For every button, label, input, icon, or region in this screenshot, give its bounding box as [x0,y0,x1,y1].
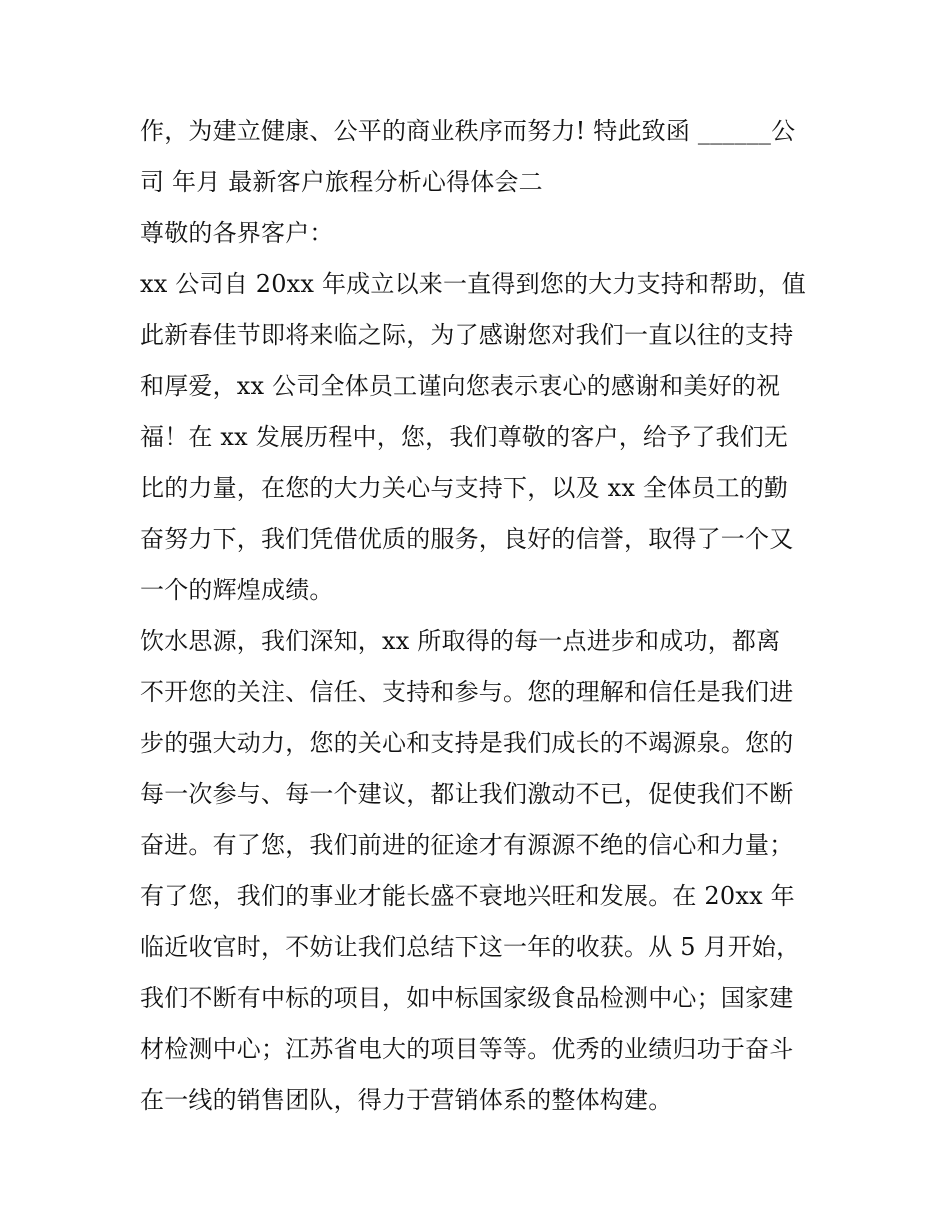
text-line: 比的力量，在您的大力关心与支持下，以及 xx 全体员工的勤 [140,474,789,502]
text-line: 步的强大动力，您的关心和支持是我们成长的不竭源泉。您的 [140,729,794,757]
text-line: 一个的辉煌成绩。 [140,576,334,604]
text-line: 临近收官时，不妨让我们总结下这一年的收获。从 5 月开始， [140,933,801,961]
text-line: 司 年月 最新客户旅程分析心得体会二 [140,168,543,196]
text-line: 此新春佳节即将来临之际，为了感谢您对我们一直以往的支持 [140,321,794,349]
text-line: 我们不断有中标的项目，如中标国家级食品检测中心；国家建 [140,984,794,1012]
document-body [140,106,820,1126]
text-line: 作，为建立健康、公平的商业秩序而努力! 特此致函 ______公 [140,117,796,145]
text-line: 在一线的销售团队，得力于营销体系的整体构建。 [140,1086,673,1114]
text-line: 奋努力下，我们凭借优质的服务，良好的信誉，取得了一个又 [140,525,794,553]
text-line: 不开您的关注、信任、支持和参与。您的理解和信任是我们进 [140,678,794,706]
text-line: 福！在 xx 发展历程中，您，我们尊敬的客户，给予了我们无 [140,423,789,451]
text-line: xx 公司自 20xx 年成立以来一直得到您的大力支持和帮助，值 [140,270,806,298]
text-line: 每一次参与、每一个建议，都让我们激动不已，促使我们不断 [140,780,794,808]
text-line: 和厚爱，xx 公司全体员工谨向您表示衷心的感谢和美好的祝 [140,372,781,400]
text-line: 有了您，我们的事业才能长盛不衰地兴旺和发展。在 20xx 年 [140,882,795,910]
text-line: 饮水思源，我们深知，xx 所取得的每一点进步和成功，都离 [140,627,781,655]
text-line: 材检测中心；江苏省电大的项目等等。优秀的业绩归功于奋斗 [140,1035,794,1063]
salutation: 尊敬的各界客户： [140,219,334,247]
text-line: 奋进。有了您，我们前进的征途才有源源不绝的信心和力量； [140,831,794,859]
